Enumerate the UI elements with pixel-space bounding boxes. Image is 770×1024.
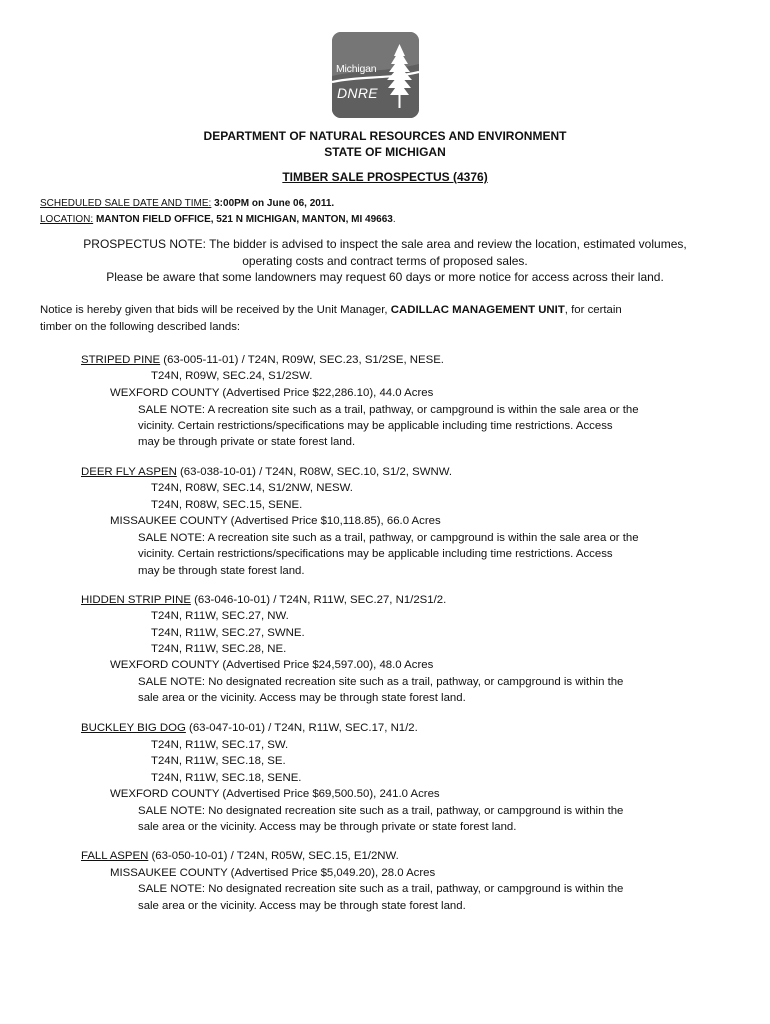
logo-tree-icon	[332, 32, 419, 118]
sale-legal-line: T24N, R11W, SEC.27, SWNE.	[151, 627, 305, 639]
sale-legal-line: T24N, R11W, SEC.17, SW.	[151, 739, 289, 751]
sale-legal-line: T24N, R08W, SEC.14, S1/2NW, NESW.	[151, 482, 353, 494]
sale-name: BUCKLEY BIG DOG	[81, 722, 186, 734]
sale-first-legal: (63-047-10-01) / T24N, R11W, SEC.17, N1/2.	[185, 722, 418, 734]
notice-paragraph-line-2: timber on the following described lands:	[40, 321, 241, 333]
sale-note-line: SALE NOTE: A recreation site such as a trail, pathway, or campground is within the sale area or the	[138, 532, 639, 544]
sale-county-line: WEXFORD COUNTY (Advertised Price $69,500.50), 241.0 Acres	[110, 788, 440, 800]
prospectus-title-text: TIMBER SALE PROSPECTUS (4376)	[282, 170, 488, 184]
management-unit-name: CADILLAC MANAGEMENT UNIT	[390, 304, 565, 316]
sale-legal-line: T24N, R08W, SEC.15, SENE.	[151, 499, 303, 511]
sale-county-line: MISSAUKEE COUNTY (Advertised Price $10,118.85), 66.0 Acres	[110, 515, 441, 527]
sale-location-end: .	[392, 214, 396, 225]
prospectus-note-line-3: Please be aware that some landowners may request 60 days or more notice for access across their land.	[106, 270, 664, 284]
sale-note-line: SALE NOTE: No designated recreation site such as a trail, pathway, or campground is within the	[138, 805, 624, 817]
sale-location-label: LOCATION:	[40, 214, 94, 225]
sale-note-line: SALE NOTE: A recreation site such as a trail, pathway, or campground is within the sale area or the	[138, 404, 639, 416]
sale-first-legal: (63-005-11-01) / T24N, R09W, SEC.23, S1/2SE, NESE.	[160, 354, 444, 366]
logo-text-michigan: Michigan	[336, 63, 377, 75]
sale-name: STRIPED PINE	[81, 354, 161, 366]
sale-location-line	[40, 213, 396, 227]
department-heading: DEPARTMENT OF NATURAL RESOURCES AND ENVIRONMENT	[203, 129, 567, 143]
prospectus-title	[0, 170, 770, 184]
prospectus-note-line-1: PROSPECTUS NOTE: The bidder is advised to inspect the sale area and review the location, estimated volumes,	[83, 237, 687, 251]
state-heading: STATE OF MICHIGAN	[324, 145, 446, 159]
sale-note-line: SALE NOTE: No designated recreation site such as a trail, pathway, or campground is within the	[138, 676, 624, 688]
sale-date-label: SCHEDULED SALE DATE AND TIME:	[40, 198, 212, 209]
sale-first-legal: (63-050-10-01) / T24N, R05W, SEC.15, E1/2NW.	[148, 850, 399, 862]
sale-note-line: sale area or the vicinity. Access may be through state forest land.	[138, 692, 466, 704]
sale-first-legal: (63-038-10-01) / T24N, R08W, SEC.10, S1/2, SWNW.	[176, 466, 452, 478]
sale-title-line	[81, 721, 418, 735]
michigan-dnre-logo	[332, 32, 419, 118]
sale-date-value: 3:00PM on June 06, 2011.	[214, 198, 335, 209]
sale-legal-line: T24N, R11W, SEC.28, NE.	[151, 643, 287, 655]
sale-note-line: vicinity. Certain restrictions/specifications may be applicable including time restrictions. Access	[138, 420, 613, 432]
sale-legal-line: T24N, R11W, SEC.27, NW.	[151, 610, 289, 622]
sale-note-line: may be through state forest land.	[138, 565, 305, 577]
sale-name: HIDDEN STRIP PINE	[81, 594, 191, 606]
sale-date-line	[40, 197, 334, 211]
sale-title-line	[81, 593, 446, 607]
sale-location-value: MANTON FIELD OFFICE, 521 N MICHIGAN, MANTON, MI 49663	[95, 214, 393, 225]
sale-name: FALL ASPEN	[81, 850, 149, 862]
sale-note-line: sale area or the vicinity. Access may be through state forest land.	[138, 900, 466, 912]
sale-title-line	[81, 849, 399, 863]
sale-title-line	[81, 353, 444, 367]
sale-county-line: MISSAUKEE COUNTY (Advertised Price $5,049.20), 28.0 Acres	[110, 867, 436, 879]
sale-county-line: WEXFORD COUNTY (Advertised Price $22,286.10), 44.0 Acres	[110, 387, 434, 399]
sale-note-line: may be through private or state forest land.	[138, 436, 356, 448]
sale-name: DEER FLY ASPEN	[81, 466, 177, 478]
sale-note-line: SALE NOTE: No designated recreation site such as a trail, pathway, or campground is within the	[138, 883, 624, 895]
sale-legal-line: T24N, R11W, SEC.18, SENE.	[151, 772, 302, 784]
sale-first-legal: (63-046-10-01) / T24N, R11W, SEC.27, N1/2S1/2.	[190, 594, 447, 606]
sale-county-line: WEXFORD COUNTY (Advertised Price $24,597.00), 48.0 Acres	[110, 659, 434, 671]
prospectus-note-line-2: operating costs and contract terms of proposed sales.	[242, 254, 528, 268]
notice-paragraph-line-1	[40, 303, 622, 317]
notice-text-post: , for certain	[564, 304, 622, 316]
sale-title-line	[81, 465, 452, 479]
sale-note-line: vicinity. Certain restrictions/specifications may be applicable including time restrictions. Access	[138, 548, 613, 560]
logo-text-dnre: DNRE	[337, 85, 378, 101]
sale-legal-line: T24N, R11W, SEC.18, SE.	[151, 755, 286, 767]
sale-note-line: sale area or the vicinity. Access may be through private or state forest land.	[138, 821, 517, 833]
notice-text-pre: Notice is hereby given that bids will be received by the Unit Manager,	[40, 304, 391, 316]
sale-legal-line: T24N, R09W, SEC.24, S1/2SW.	[151, 370, 313, 382]
